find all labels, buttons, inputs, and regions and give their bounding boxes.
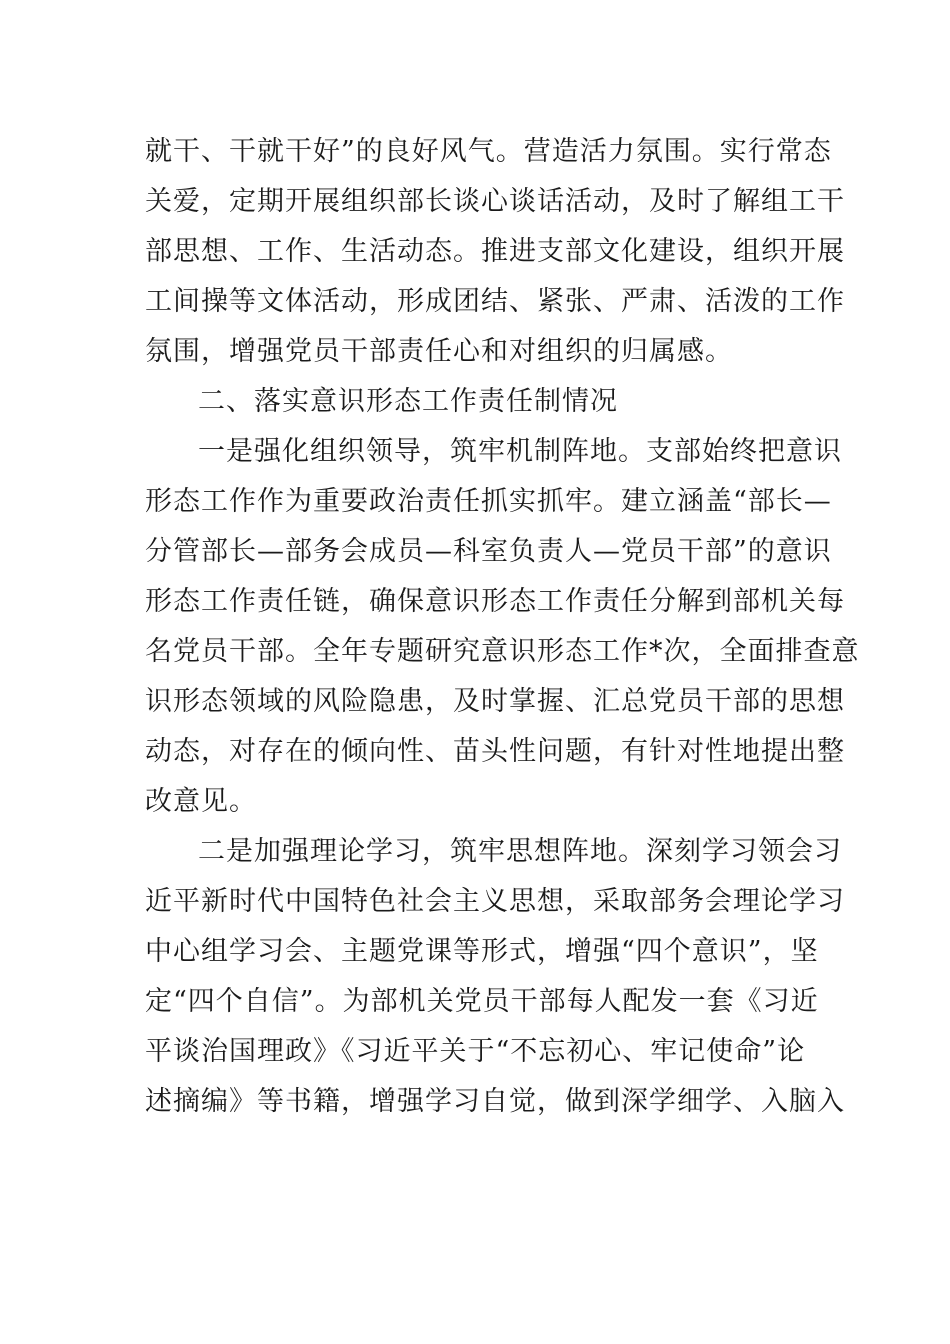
paragraph-start: 二是加强理论学习，筑牢思想阵地。深刻学习领会习 [198, 836, 842, 867]
text-line: 中心组学习会、主题党课等形式，增强“四个意识”，坚 [145, 936, 819, 967]
text-line: 就干、干就干好”的良好风气。营造活力氛围。实行常态 [145, 136, 832, 167]
text-line: 分管部长—部务会成员—科室负责人—党员干部”的意识 [145, 536, 832, 567]
text-line: 氛围，增强党员干部责任心和对组织的归属感。 [145, 336, 733, 367]
section-heading: 二、落实意识形态工作责任制情况 [198, 386, 618, 417]
text-line: 工间操等文体活动，形成团结、紧张、严肃、活泼的工作 [145, 286, 845, 317]
text-line: 识形态领域的风险隐患，及时掌握、汇总党员干部的思想 [145, 686, 845, 717]
paragraph-start: 一是强化组织领导，筑牢机制阵地。支部始终把意识 [198, 436, 842, 467]
text-line: 定“四个自信”。为部机关党员干部每人配发一套《习近 [145, 986, 819, 1017]
text-line: 名党员干部。全年专题研究意识形态工作*次，全面排查意 [145, 636, 860, 667]
text-line: 平谈治国理政》《习近平关于“不忘初心、牢记使命”论 [145, 1036, 806, 1067]
text-line: 形态工作作为重要政治责任抓实抓牢。建立涵盖“部长— [145, 486, 832, 517]
text-line: 近平新时代中国特色社会主义思想，采取部务会理论学习 [145, 886, 845, 917]
text-line: 部思想、工作、生活动态。推进支部文化建设，组织开展 [145, 236, 845, 267]
text-line: 改意见。 [145, 786, 257, 817]
text-line: 动态，对存在的倾向性、苗头性问题，有针对性地提出整 [145, 736, 845, 767]
text-line: 关爱，定期开展组织部长谈心谈话活动，及时了解组工干 [145, 186, 845, 217]
text-line: 形态工作责任链，确保意识形态工作责任分解到部机关每 [145, 586, 845, 617]
text-line: 述摘编》等书籍，增强学习自觉，做到深学细学、入脑入 [145, 1086, 845, 1117]
